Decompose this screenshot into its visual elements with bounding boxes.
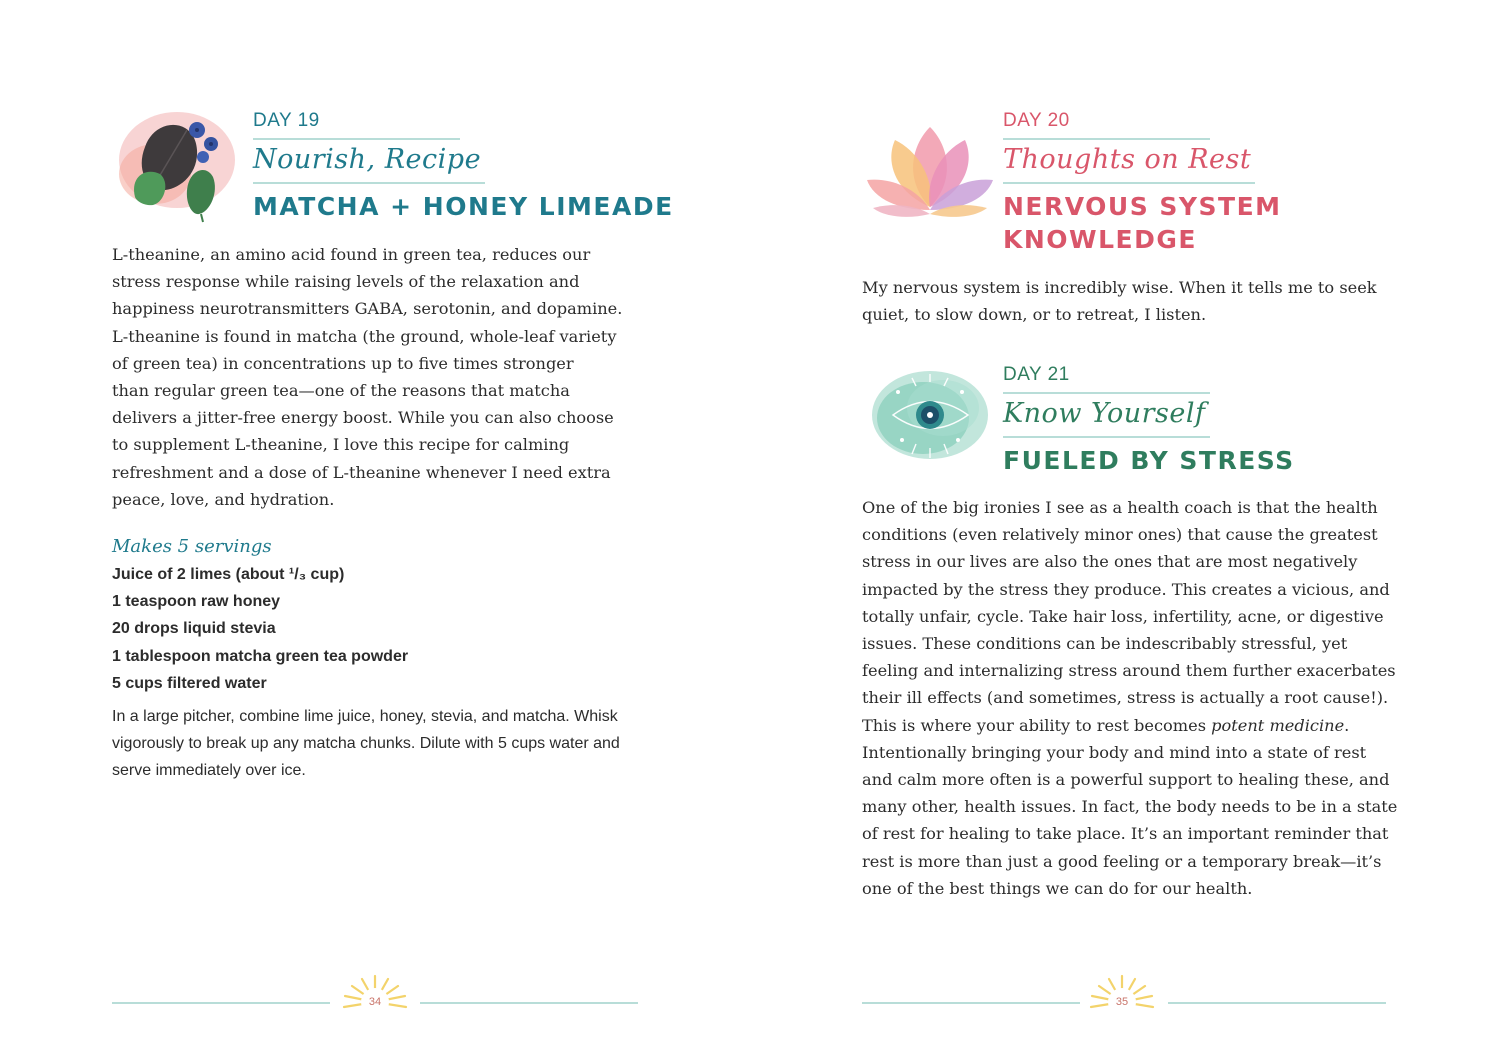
footer-rule-right — [420, 1002, 638, 1004]
body-line: their ill effects (and sometimes, stress is actually a root cause!). — [862, 688, 1389, 708]
day-label: DAY 21 — [1003, 364, 1210, 394]
body-line: and calm more often is a powerful support to healing these, and — [862, 770, 1390, 790]
body-line: My nervous system is incredibly wise. When it tells me to seek — [862, 278, 1377, 297]
body-line: issues. These conditions can be indescribably stressful, yet — [862, 634, 1348, 654]
footer-rule-left — [862, 1002, 1080, 1004]
footer-rule-left — [112, 1002, 330, 1004]
footer-rule-right — [1168, 1002, 1386, 1004]
entry-title: FUELED BY STRESS — [1003, 446, 1295, 475]
body-line-text: This is where your ability to rest becomes — [862, 715, 1207, 735]
day-label: DAY 19 — [253, 110, 460, 140]
body-line: totally unfair, cycle. Take hair loss, infertility, acne, or digestive — [862, 606, 1384, 626]
body-line: Intentionally bringing your body and mind into a state of rest — [862, 742, 1367, 762]
body-line: refreshment and a dose of L-theanine whenever I need extra — [112, 462, 611, 482]
body-line: than regular green tea—one of the reasons that matcha — [112, 381, 570, 401]
theme-heading: Thoughts on Rest — [1003, 140, 1255, 184]
body-line: quiet, to slow down, or to retreat, I listen. — [862, 305, 1207, 325]
body-line: rest is more than just a good feeling or a temporary break—it’s — [862, 851, 1382, 871]
body-line — [862, 712, 1397, 739]
ingredient-item: 1 tablespoon matcha green tea powder — [112, 647, 409, 665]
day21-body — [862, 494, 1397, 902]
body-line: conditions (even relatively minor ones) that cause the greatest — [862, 525, 1378, 545]
ingredient-item: 1 teaspoon raw honey — [112, 593, 281, 611]
body-line: of rest for healing to take place. It’s an important reminder that — [862, 824, 1389, 844]
day19-body — [112, 241, 622, 513]
emphasis-suffix: . — [1344, 715, 1350, 735]
day21-header — [1003, 364, 1295, 477]
entry-title-line: NERVOUS SYSTEM — [1003, 192, 1282, 221]
instruction-line: vigorously to break up any matcha chunks. Dilute with 5 cups water and — [112, 735, 620, 753]
theme-heading: Nourish, Recipe — [253, 140, 485, 184]
body-line: L-theanine is found in matcha (the ground, whole-leaf variety — [112, 326, 617, 346]
body-line: impacted by the stress they produce. This creates a vicious, and — [862, 579, 1390, 599]
body-line: One of the big ironies I see as a health coach is that the health — [862, 498, 1378, 517]
body-line: happiness neurotransmitters GABA, serotonin, and dopamine. — [112, 299, 623, 319]
body-line: peace, love, and hydration. — [112, 489, 335, 509]
servings-label: Makes 5 servings — [112, 536, 272, 557]
instruction-line: In a large pitcher, combine lime juice, honey, stevia, and matcha. Whisk — [112, 708, 618, 725]
entry-title-line: KNOWLEDGE — [1003, 225, 1197, 254]
eye-illustration — [868, 360, 996, 470]
lotus-illustration — [865, 122, 995, 222]
theme-heading: Know Yourself — [1003, 394, 1210, 438]
instruction-line: serve immediately over ice. — [112, 762, 306, 780]
body-line: many other, health issues. In fact, the body needs to be in a state — [862, 797, 1398, 817]
spinach-blueberry-illustration — [115, 102, 245, 227]
recipe-instructions — [112, 703, 620, 785]
page-number: 35 — [1115, 996, 1129, 1008]
ingredient-item: 20 drops liquid stevia — [112, 620, 276, 638]
day-label: DAY 20 — [1003, 110, 1210, 140]
ingredient-item: 5 cups filtered water — [112, 674, 267, 692]
day20-body — [862, 274, 1377, 328]
body-line: one of the best things we can do for our health. — [862, 878, 1253, 898]
body-line: delivers a jitter-free energy boost. While you can also choose — [112, 408, 614, 428]
recipe-title: MATCHA + HONEY LIMEADE — [253, 192, 674, 221]
emphasis-text: potent medicine — [1211, 715, 1345, 735]
page-number: 34 — [368, 996, 382, 1008]
body-line: of green tea) in concentrations up to five times stronger — [112, 353, 574, 373]
body-line: stress in our lives are also the ones that are most negatively — [862, 552, 1358, 572]
day20-header — [1003, 110, 1282, 256]
body-line: feeling and internalizing stress around them further exacerbates — [862, 661, 1396, 681]
day19-header — [253, 110, 674, 223]
body-line: stress response while raising levels of the relaxation and — [112, 272, 580, 292]
right-page — [750, 0, 1500, 1050]
body-line: L-theanine, an amino acid found in green tea, reduces our — [112, 245, 591, 264]
ingredient-item: Juice of 2 limes (about ¹/₃ cup) — [112, 566, 345, 583]
ingredient-list — [112, 561, 408, 697]
body-line: to supplement L-theanine, I love this recipe for calming — [112, 435, 570, 455]
